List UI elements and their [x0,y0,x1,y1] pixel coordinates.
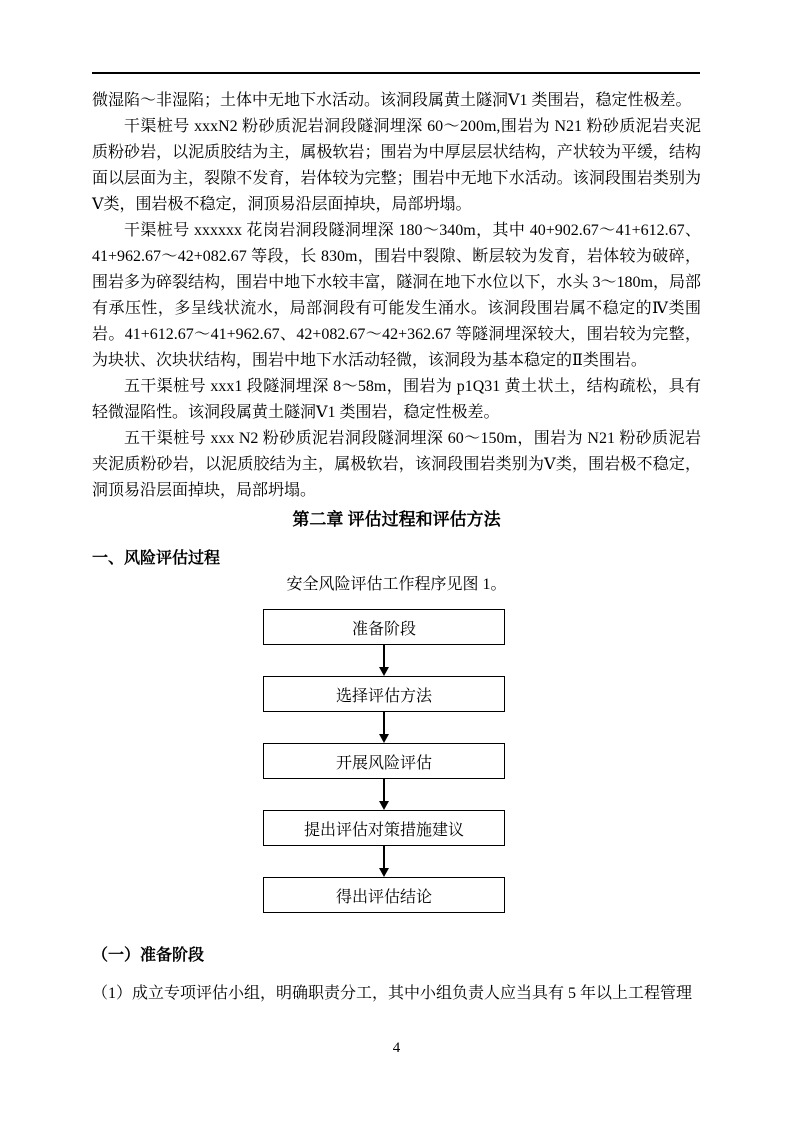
flow-step-label: 得出评估结论 [335,888,432,906]
down-arrow-icon [379,846,389,877]
page-number: 4 [392,1040,401,1056]
arrow-stem [383,712,385,734]
flow-step-label: 选择评估方法 [335,687,432,705]
arrow-stem [383,846,385,868]
paragraph-1: 微湿陷～非湿陷；土体中无地下水活动。该洞段属黄土隧洞Ⅴ1 类围岩，稳定性极差。 [92,92,692,109]
paragraph-4: 五干渠桩号 xxx1 段隧洞埋深 8～58m，围岩为 p1Q31 黄土状土，结构疏松，具有轻微湿陷性。该洞段属黄土隧洞Ⅴ1 类围岩，稳定性极差。 [92,378,701,421]
flowchart [263,609,505,913]
header-rule [92,72,700,74]
arrow-head [379,868,389,877]
flow-step-label: 提出评估对策措施建议 [303,821,464,839]
arrow-stem [383,779,385,801]
paragraph-5: 五干渠桩号 xxx N2 粉砂质泥岩洞段隧洞埋深 60～150m，围岩为 N21 粉砂质泥岩夹泥质粉砂岩，以泥质胶结为主，属极软岩，该洞段围岩类别为Ⅴ类，围岩极不稳定，洞顶易沿层面掉块，局部坍塌。 [92,430,701,499]
section-heading: 一、风险评估过程 [92,550,221,567]
flow-step-box-prepare [263,609,505,645]
arrow-head [379,667,389,676]
down-arrow-icon [379,645,389,676]
down-arrow-icon [379,712,389,743]
flow-step-label: 准备阶段 [351,620,416,638]
flow-step-box-propose-measures [263,810,505,846]
arrow-stem [383,645,385,667]
paragraph-after-flowchart: （1）成立专项评估小组，明确职责分工，其中小组负责人应当具有 5 年以上工程管理 [92,985,693,1002]
flow-step-box-choose-method [263,676,505,712]
flow-step-label: 开展风险评估 [335,754,432,772]
arrow-head [379,801,389,810]
chapter-title: 第二章 评估过程和评估方法 [292,510,501,529]
paragraph-2: 干渠桩号 xxxN2 粉砂质泥岩洞段隧洞埋深 60～200m,围岩为 N21 粉砂质泥岩夹泥质粉砂岩，以泥质胶结为主，属极软岩；围岩为中厚层层状结构，产状较为平缓，结构面以层面为主，裂隙不发育，岩体较为完整；围岩中无地下水活动。该洞段围岩类别为Ⅴ类，围岩极不稳定，洞顶易沿层面掉块，局部坍塌。 [92,118,701,213]
flow-step-box-conclusion [263,877,505,913]
figure-intro: 安全风险评估工作程序见图 1。 [286,576,507,593]
down-arrow-icon [379,779,389,810]
arrow-head [379,734,389,743]
flow-step-box-conduct-assessment [263,743,505,779]
subsection-heading: （一）准备阶段 [92,947,205,964]
page-content [92,88,701,1007]
paragraph-3: 干渠桩号 xxxxxx 花岗岩洞段隧洞埋深 180～340m，其中 40+902.67～41+612.67、41+962.67～42+082.67 等段，长 830m，围岩中裂隙、断层较为发育，岩体较为破碎，围岩多为碎裂结构，围岩中地下水较丰富，隧洞在地下水位以下，水头 3～180m，局部有承压性，多呈线状流水，局部洞段有可能发生涌水。该洞段围岩属不稳定的Ⅳ类围岩。41+612.67～41+962.67、42+082.67～42+362.67 等隧洞埋深较大，围岩较为完整，为块状、次块状结构，围岩中地下水活动轻微，该洞段为基本稳定的Ⅱ类围岩。 [92,222,701,369]
